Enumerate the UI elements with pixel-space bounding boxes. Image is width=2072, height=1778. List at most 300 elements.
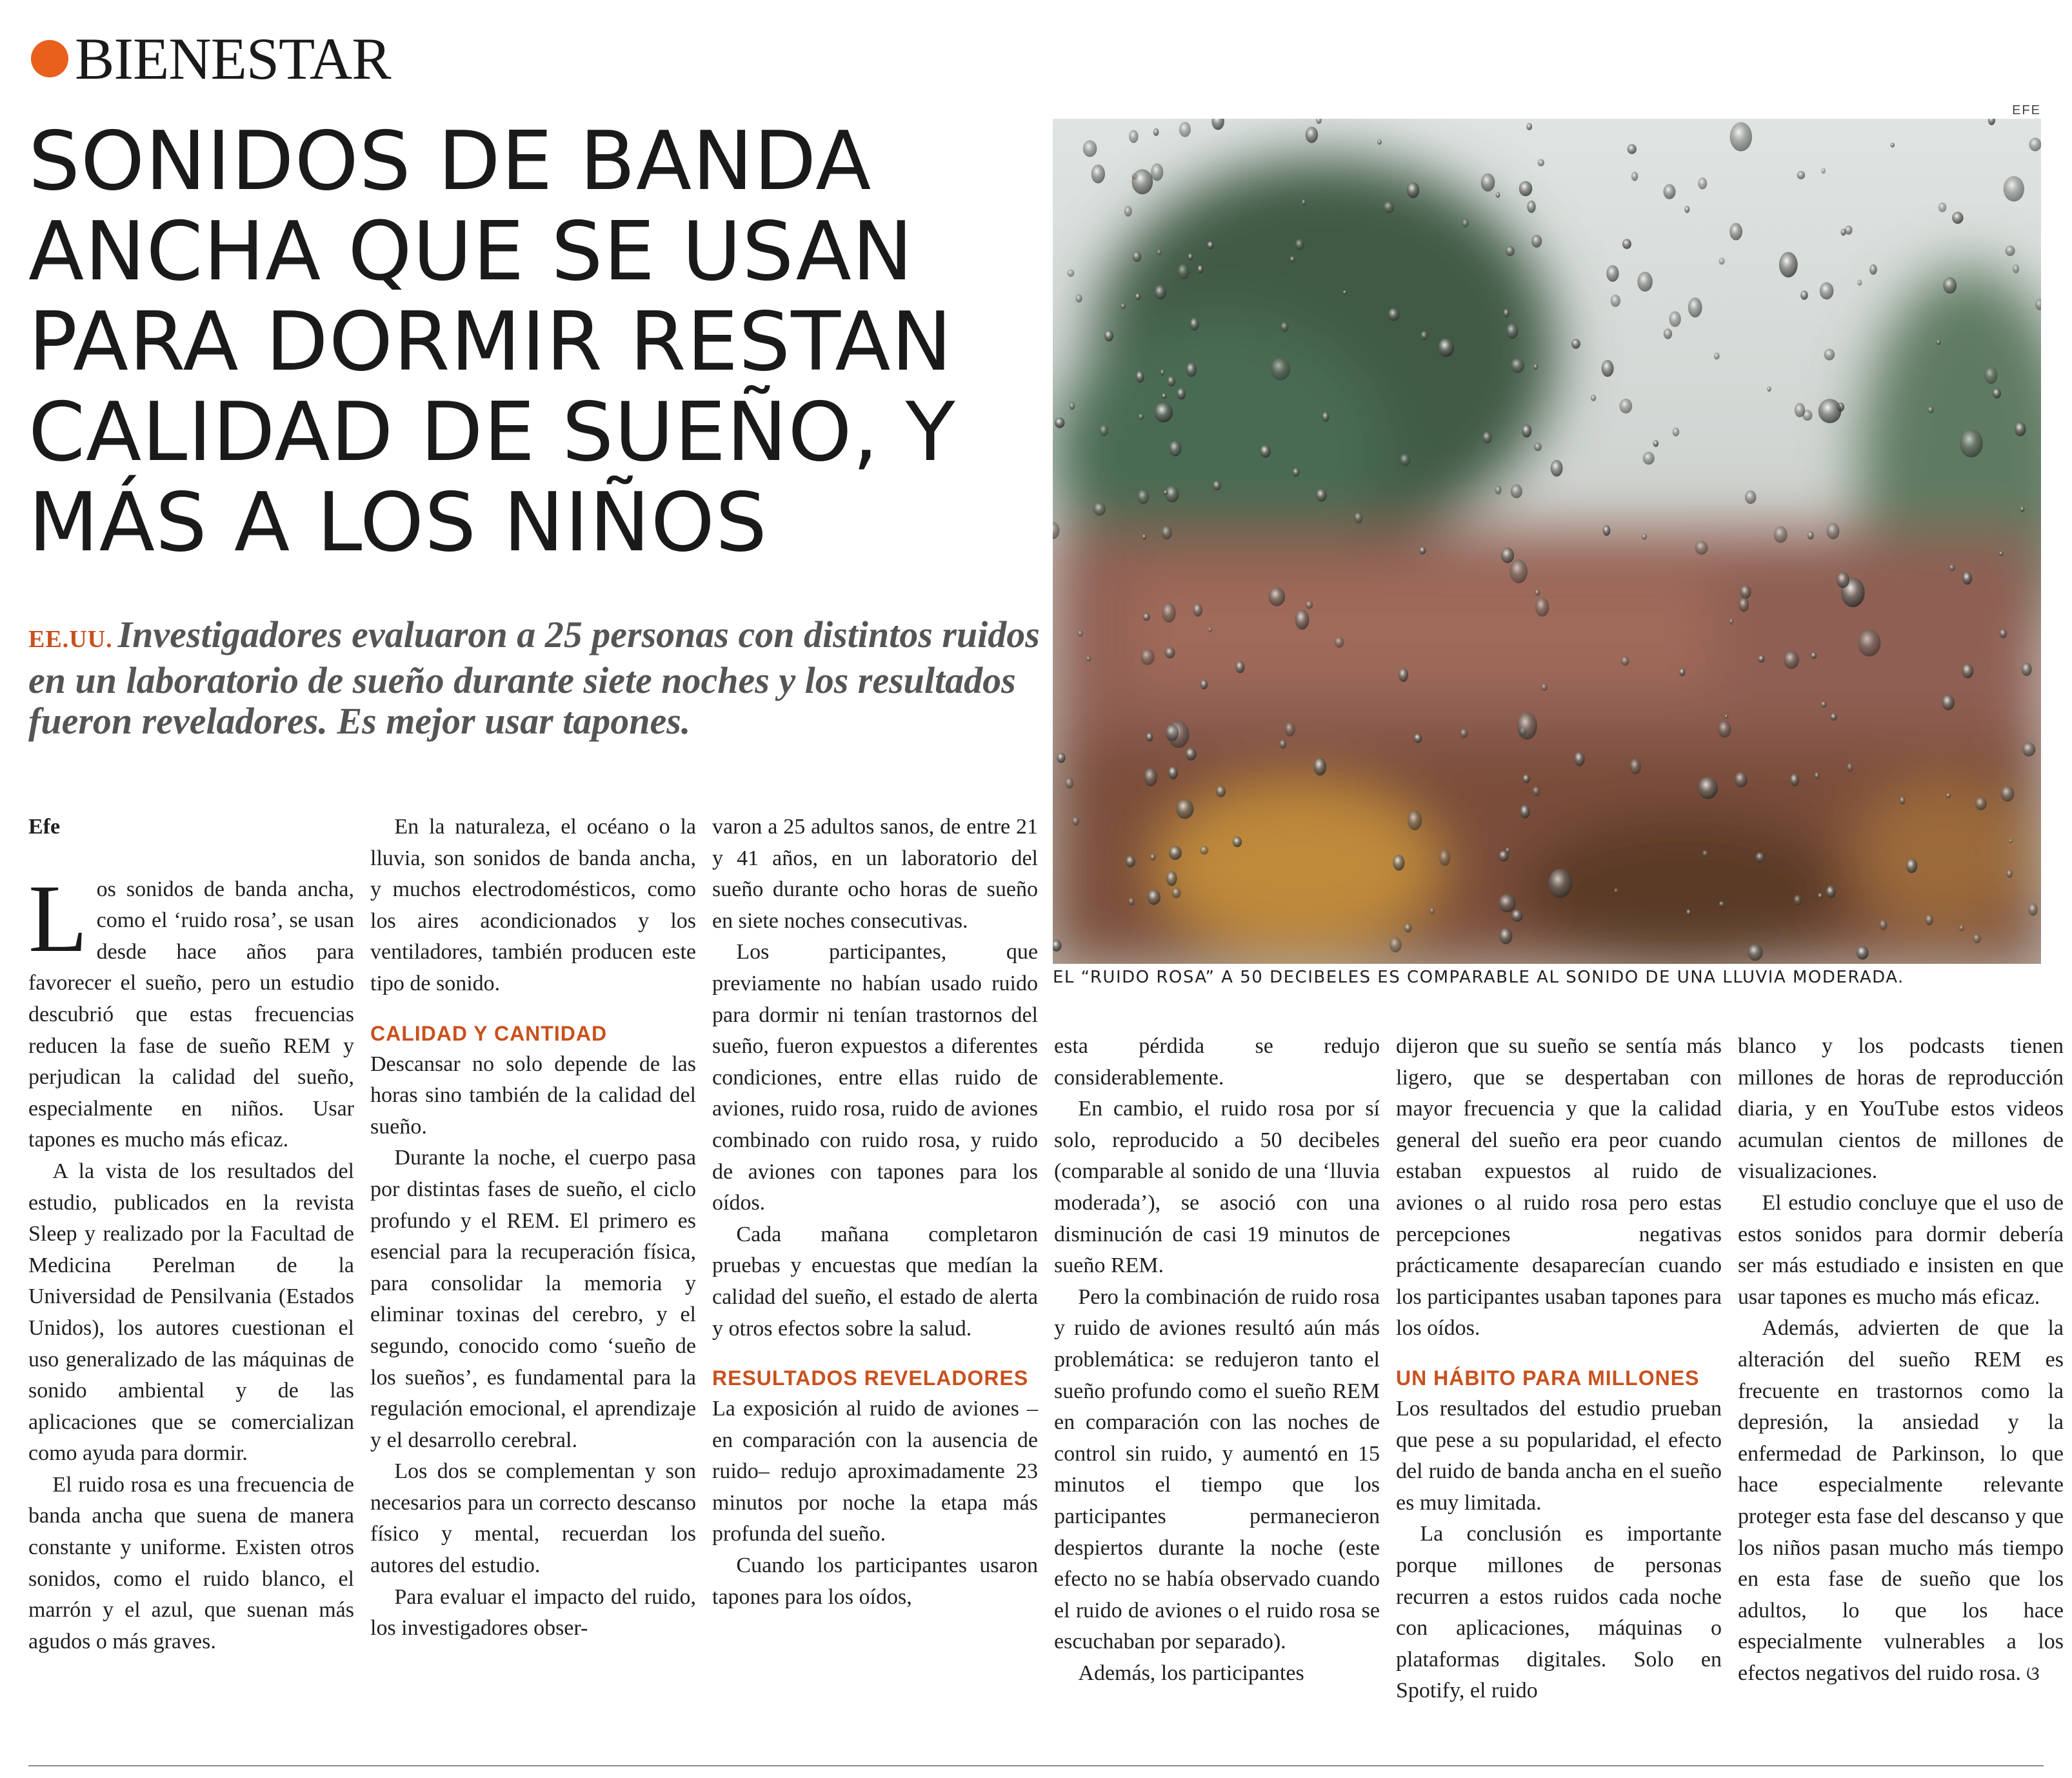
raindrop [1400, 454, 1411, 466]
raindrop [1517, 712, 1537, 740]
bottom-rule [28, 1765, 2044, 1766]
subheading: UN HÁBITO PARA MILLONES [1396, 1366, 1700, 1390]
photo-credit: EFE [2012, 103, 2041, 117]
raindrop [1571, 339, 1580, 348]
raindrop [1797, 171, 1805, 179]
raindrop [1137, 490, 1149, 504]
raindrop [1126, 855, 1135, 867]
raindrop [1795, 403, 1805, 417]
raindrop [1729, 223, 1742, 241]
raindrop [1959, 925, 1964, 932]
article-paragraph: Los resultados del estudio prueban que pese a su popularidad, el efecto del ruido de banda ancha en el sueño es muy limitada. [1396, 1396, 1722, 1515]
raindrop [1551, 460, 1563, 477]
raindrop [1495, 486, 1501, 495]
raindrop [1279, 739, 1286, 748]
raindrop [1208, 627, 1213, 632]
article-paragraph: El ruido rosa es una frecuencia de banda ancha que suena de manera constante y uniforme. Existen otros sonidos, como el ruido blanco, el marrón y el azul, que suenan más agudos o más graves. [28, 1472, 354, 1653]
raindrop [1900, 796, 1906, 804]
raindrop [2006, 246, 2015, 256]
drop-cap: L [28, 864, 88, 972]
raindrop [1503, 309, 1509, 317]
raindrop [1830, 714, 1837, 721]
article-column-3 [712, 812, 1038, 1613]
raindrop [1499, 928, 1512, 944]
article-paragraph [1738, 1313, 2064, 1690]
raindrop [2001, 786, 2015, 801]
raindrop [1718, 721, 1731, 737]
raindrop [1740, 585, 1751, 599]
raindrop [1186, 363, 1197, 377]
raindrop [1129, 130, 1139, 143]
article-paragraph: varon a 25 adultos sanos, de entre 21 y 41 años, en un laboratorio del sueño durante ocho horas de sueño en siete noches consecutivas. [712, 815, 1038, 933]
article-paragraph: Durante la noche, el cuerpo pasa por distintas fases de sueño, el ciclo profundo y el REM. El primero es esencial para la recuperación física, para consolidar la memoria y eliminar toxinas del cerebro, y el segundo, conocido como ‘sueño de los sueños’, es fundamental para la regulación emocional, el aprendizaje y el desarrollo cerebral. [370, 1146, 696, 1452]
raindrop [1879, 920, 1887, 930]
paragraph-text: Además, advierten de que la alteración del sueño REM es frecuente en trastornos como la depresión, la ansiedad y la enfermedad de Parkinson, lo que hace especialmente relevante proteger esta fase del descanso y que los niños pasan mucho más tiempo en esta fase de sueño que los adultos, lo que los hace especialmente vulnerables a los efectos negativos del ruido rosa. [1738, 1316, 2064, 1685]
raindrop [1808, 531, 1814, 539]
raindrop [1197, 265, 1203, 274]
raindrop [1535, 590, 1540, 596]
raindrop [1845, 226, 1853, 235]
raindrop [1124, 206, 1132, 217]
raindrop [1070, 402, 1075, 410]
raindrop [1144, 768, 1157, 786]
raindrop [1857, 279, 1862, 285]
raindrop [1154, 403, 1173, 423]
raindrop [1335, 637, 1344, 648]
raindrop [1165, 647, 1175, 659]
raindrop [1104, 330, 1113, 342]
raindrop [1664, 328, 1672, 339]
raindrop [1166, 724, 1179, 741]
raindrop [1269, 587, 1286, 606]
raindrop [1506, 323, 1519, 339]
raindrop [1404, 923, 1412, 933]
raindrop [1698, 777, 1718, 799]
raindrop [1643, 452, 1655, 464]
raindrop [1399, 668, 1408, 682]
raindrop [1820, 283, 1834, 300]
article-paragraph: La exposición al ruido de aviones –en comparación con la ausencia de ruido– redujo aproximadamente 23 minutos por noche la etapa más profunda del sueño. [712, 1397, 1038, 1546]
raindrop [1642, 534, 1647, 540]
raindrop [1818, 893, 1822, 899]
article-paragraph: Descansar no solo depende de las horas sino también de la calidad del sueño. [370, 1052, 696, 1139]
paragraph-text: os sonidos de banda ancha, como el ‘ruido rosa’, se usan desde hace años para favorecer el sueño, pero un estudio descubrió que estas frecuencias reducen la fase de sueño REM y perjudican la calidad del sueño, especialmente en niños. Usar tapones es mucho más eficaz. [28, 877, 354, 1152]
article-paragraph: Cuando los participantes usaron tapones para los oídos, [712, 1553, 1038, 1609]
raindrop [1548, 869, 1572, 898]
raindrop [1606, 265, 1619, 282]
headline-line: ANCHA QUE SE USAN [28, 204, 914, 299]
lead-location-tag: EE.UU. [28, 626, 113, 653]
raindrop [1143, 613, 1150, 621]
raindrop [1532, 786, 1540, 796]
raindrop [1290, 256, 1295, 263]
raindrop [1793, 895, 1802, 905]
raindrop [1602, 360, 1614, 377]
raindrop [1164, 490, 1168, 495]
raindrop [1216, 786, 1226, 797]
raindrop [1390, 937, 1402, 952]
raindrop [1420, 331, 1428, 341]
raindrop [1628, 144, 1637, 154]
raindrop [1669, 311, 1680, 327]
raindrop [1519, 181, 1533, 197]
raindrop [1938, 203, 1946, 212]
raindrop [1837, 572, 1849, 588]
raindrop [1943, 277, 1957, 294]
raindrop [1408, 810, 1422, 830]
article-paragraph: dijeron que su sueño se sentía más ligero, que se despertaban con mayor frecuencia y que la calidad general del sueño era peor cuando estaban expuestos al ruido de aviones o al ruido rosa pero estas percepciones negativas prácticamente desaparecían cuando los participantes usaban tapones para los oídos. [1396, 1034, 1722, 1341]
raindrop [1684, 206, 1689, 213]
raindrop [1531, 235, 1542, 248]
raindrop [1151, 163, 1163, 181]
headline-line: PARA DORMIR RESTAN [28, 294, 953, 389]
raindrop [1784, 651, 1799, 669]
subheading: RESULTADOS REVELADORES [712, 1366, 1029, 1390]
raindrop [1193, 603, 1202, 617]
lead-paragraph [28, 614, 1048, 741]
raindrop [1522, 425, 1531, 437]
raindrop [1295, 239, 1304, 250]
raindrop [1388, 308, 1400, 321]
byline: Efe [28, 815, 61, 839]
article-paragraph: Para evaluar el impacto del ruido, los investigadores obser- [370, 1584, 696, 1641]
raindrop [2022, 663, 2032, 676]
raindrop [1679, 668, 1685, 676]
raindrop [1148, 890, 1161, 905]
raindrop [1637, 272, 1653, 292]
raindrop [1857, 946, 1869, 959]
raindrop [1141, 649, 1155, 665]
raindrop [1984, 366, 1997, 384]
lead-text: Investigadores evaluaron a 25 personas con distintos ruidos en un laboratorio de sueño durante siete noches y los resultados fueron reveladores. Es mejor usar tapones. [28, 614, 1040, 742]
raindrop [1526, 123, 1532, 130]
raindrop [1729, 619, 1734, 625]
headline-line: SONIDOS DE BANDA [28, 114, 872, 208]
raindrop [1949, 564, 1955, 572]
raindrop [1065, 777, 1073, 788]
article-column-2 [370, 812, 696, 1644]
raindrop [1538, 159, 1544, 166]
raindrop [1973, 934, 1980, 943]
raindrop [1800, 290, 1808, 300]
raindrop [1177, 264, 1190, 279]
article-column-1 [28, 812, 354, 1657]
raindrop [1407, 182, 1419, 198]
raindrop [1511, 358, 1524, 373]
article-paragraph: blanco y los podcasts tienen millones de horas de reproducción diaria, y en YouTube estos videos acumulan cientos de millones de visualizaciones. [1738, 1034, 2064, 1184]
raindrop [1501, 548, 1514, 563]
raindrop [1083, 140, 1097, 157]
article-paragraph: La conclusión es importante porque millones de personas recurren a estos ruidos cada noche con aplicaciones, máquinas o plataformas digitales. Solo en Spotify, el ruido [1396, 1522, 1722, 1703]
raindrop [1280, 322, 1288, 332]
raindrop [1393, 855, 1404, 871]
raindrop [1188, 254, 1193, 261]
subheading: CALIDAD Y CANTIDAD [370, 1021, 608, 1045]
raindrop [1511, 484, 1522, 499]
raindrop [1179, 122, 1191, 137]
raindrop [1481, 174, 1495, 192]
article-column-4 [1054, 1031, 1380, 1689]
raindrop [1653, 440, 1659, 447]
raindrop [1815, 772, 1820, 779]
raindrop [1962, 572, 1972, 584]
raindrop [1574, 752, 1584, 766]
raindrop [1383, 201, 1394, 213]
raindrop [1673, 428, 1680, 437]
raindrop [1702, 850, 1709, 857]
raindrop [1200, 680, 1208, 690]
raindrop [1235, 661, 1244, 673]
raindrop [1724, 714, 1728, 719]
raindrop [1928, 406, 1934, 414]
raindrop [1165, 486, 1179, 503]
raindrop [1313, 757, 1326, 775]
raindrop [1745, 490, 1757, 504]
raindrop [1767, 386, 1771, 392]
raindrop [1758, 655, 1764, 663]
raindrop [1541, 683, 1548, 690]
headline-line: CALIDAD DE SUEÑO, Y [28, 385, 956, 479]
raindrop [1522, 774, 1530, 783]
article-paragraph [28, 864, 354, 1156]
raindrop [1622, 239, 1631, 249]
raindrop [1858, 630, 1880, 657]
raindrop [1779, 252, 1798, 278]
raindrop [1186, 748, 1197, 761]
raindrop [1161, 369, 1165, 375]
raindrop [1167, 376, 1175, 386]
photo-caption: EL “RUIDO ROSA” A 50 DECIBELES ES COMPARABLE AL SONIDO DE UNA LLUVIA MODERADA. [1053, 968, 1904, 987]
raindrop [1719, 901, 1725, 907]
raindrop [2029, 137, 2041, 151]
raindrop [1755, 852, 1765, 863]
raindrop [1161, 526, 1172, 540]
raindrop [1285, 722, 1295, 736]
raindrop [1142, 534, 1146, 540]
article-paragraph: esta pérdida se redujo considerablemente. [1054, 1034, 1380, 1090]
raindrop [1157, 249, 1162, 255]
article-paragraph: Cada mañana completaron pruebas y encuestas que medían la calidad del sueño, el estado de alerta y otros efectos sobre la salud. [712, 1222, 1038, 1341]
raindrop [1946, 793, 1951, 798]
raindrop [1686, 909, 1691, 915]
raindrop [1496, 192, 1500, 198]
raindrop [1509, 559, 1528, 583]
section-header [31, 23, 391, 94]
raindrop [1748, 944, 1762, 961]
raindrop [1343, 290, 1347, 295]
article-paragraph: A la vista de los resultados del estudio, publicados en la revista Sleep y realizado por la Facultad de Medicina Perelman de la Universidad de Pensilvania (Estados Unidos), los autores cuestionan el uso generalizado de las máquinas de sonido ambiental y de las aplicaciones que se comercializan como ayuda para dormir. [28, 1159, 354, 1466]
raindrop [1306, 601, 1313, 609]
raindrop [1091, 165, 1105, 183]
raindrop [1821, 168, 1826, 174]
raindrop [1176, 799, 1193, 819]
raindrop [1993, 388, 2001, 399]
raindrop [1260, 445, 1271, 458]
raindrop [1055, 417, 1064, 428]
raindrop [1962, 664, 1973, 679]
raindrop [1233, 837, 1242, 847]
raindrop [2022, 743, 2036, 757]
raindrop [1591, 395, 1596, 401]
raindrop [2006, 870, 2013, 878]
raindrop [1190, 317, 1199, 330]
article-paragraph: Los dos se complementan y son necesarios para un correcto descanso físico y mental, recuerdan los autores del estudio. [370, 1459, 696, 1578]
raindrop [1520, 805, 1530, 819]
raindrop [1155, 285, 1166, 300]
raindrop [1826, 886, 1836, 898]
raindrop [1270, 357, 1290, 380]
raindrop [1774, 526, 1788, 543]
raindrop [1738, 598, 1749, 612]
raindrop [1128, 897, 1135, 905]
raindrop [1818, 399, 1842, 423]
raindrop [1093, 503, 1106, 515]
raindrop [2000, 629, 2007, 638]
raindrop [1213, 481, 1221, 490]
raindrop [1614, 888, 1618, 894]
section-dot-icon [31, 40, 68, 77]
raindrop [1533, 364, 1538, 370]
raindrop [1078, 630, 1083, 637]
raindrop [1695, 541, 1708, 555]
raindrop [1534, 443, 1542, 451]
raindrop [2029, 903, 2038, 915]
raindrop [2009, 839, 2013, 843]
raindrop [1207, 241, 1214, 249]
raindrop [1072, 817, 1079, 826]
raindrop [1621, 657, 1629, 666]
raindrop [1306, 126, 1318, 143]
raindrop [1847, 763, 1853, 772]
raindrop [1462, 219, 1468, 227]
raindrop [1460, 728, 1468, 738]
raindrop [2013, 265, 2019, 274]
raindrop [1619, 399, 1632, 414]
raindrop [1169, 441, 1181, 456]
section-name: BIENESTAR [75, 26, 391, 92]
raindrop [1718, 257, 1724, 265]
raindrop [1139, 414, 1144, 420]
raindrop [1414, 734, 1422, 743]
raindrop [1429, 907, 1435, 914]
raindrop [1316, 489, 1327, 502]
raindrop [1172, 888, 1181, 898]
raindrop [1630, 759, 1641, 775]
article-paragraph: Los participantes, que previamente no habían usado ruido para dormir ni tenían trastornos del sueño, fueron expuestos a diferentes condiciones, entre ellas ruido de aviones, ruido rosa, ruido de aviones combinado con ruido rosa, y ruido de aviones con tapones para los oídos. [712, 940, 1038, 1215]
article-column-6 [1738, 1031, 2064, 1690]
raindrop [1511, 910, 1523, 922]
raindrop [1869, 265, 1877, 275]
raindrop [1135, 294, 1141, 300]
raindrop [1937, 339, 1940, 345]
raindrop [1200, 846, 1208, 855]
raindrop [1419, 546, 1426, 554]
article-paragraph: Además, los participantes [1078, 1661, 1304, 1685]
raindrop [1166, 871, 1177, 886]
raindrop [1611, 295, 1620, 307]
raindrop [1438, 339, 1454, 357]
raindrop [1295, 610, 1310, 630]
headline [28, 116, 1035, 568]
raindrop [1688, 297, 1702, 317]
raindrop [1057, 753, 1065, 763]
raindrop [1790, 774, 1799, 786]
headline-line: MÁS A LOS NIÑOS [28, 475, 768, 570]
raindrop [1535, 597, 1549, 617]
raindrop [1499, 894, 1516, 912]
raindrop [2015, 422, 2026, 436]
raindrop [1906, 859, 1917, 874]
raindrop [1150, 854, 1156, 861]
raindrop [1952, 212, 1963, 224]
raindrop [1714, 353, 1720, 360]
raindrop [1162, 603, 1175, 623]
raindrop [1735, 772, 1748, 788]
article-column-5 [1396, 1031, 1722, 1707]
raindrop [1067, 270, 1074, 277]
raindrop [2020, 506, 2024, 512]
raindrop [1293, 468, 1300, 477]
raindrop [1086, 656, 1091, 662]
raindrop [1146, 733, 1153, 742]
raindrop [1482, 432, 1492, 443]
raindrop [1926, 915, 1933, 926]
raindrop [1132, 251, 1141, 262]
raindrop [1999, 551, 2004, 555]
raindrop [1827, 523, 1840, 539]
article-paragraph: En cambio, el ruido rosa por sí solo, reproducido a 50 decibeles (comparable al sonido de una ‘lluvia moderada’), se asoció con una disminución de casi 19 minutos de sueño REM. [1054, 1097, 1380, 1278]
raindrop [1168, 766, 1178, 779]
photo-illustration [1053, 119, 2041, 964]
rain-window-photo [1053, 119, 2041, 964]
raindrop [1169, 846, 1182, 860]
raindrop [1177, 388, 1186, 399]
raindrop [1506, 847, 1511, 853]
raindrop [1075, 294, 1082, 303]
raindrop [1811, 652, 1817, 659]
raindrop [1603, 525, 1611, 536]
end-mark-icon: ଓ [2026, 1662, 2040, 1685]
raindrop [1162, 393, 1167, 399]
article-paragraph: El estudio concluye que el uso de estos sonidos para dormir debería ser más estudiado e insisten en que usar tapones es mucho más eficaz. [1738, 1190, 2064, 1309]
raindrop [1506, 246, 1515, 256]
raindrop [2004, 176, 2024, 201]
raindrop [1664, 184, 1676, 199]
raindrop [1631, 172, 1638, 181]
raindrop [1322, 412, 1329, 422]
raindrop [1730, 122, 1752, 151]
raindrop [1942, 695, 1955, 710]
article-paragraph: Pero la combinación de ruido rosa y ruido de aviones resultó aún más problemática: se redujeron tanto el sueño profundo como el sueño REM en comparación con las noches de control sin ruido, y aumentó en 15 minutos el tiempo que los participantes permanecieron despiertos durante la noche (este efecto no se había observado cuando el ruido de aviones o el ruido rosa se escuchaban por separado). [1054, 1284, 1380, 1654]
article-paragraph: En la naturaleza, el océano o la lluvia, son sonidos de banda ancha, y muchos electrodomésticos, como los aires acondicionados y los ventiladores, también producen este tipo de sonido. [370, 815, 696, 995]
raindrop [1354, 512, 1362, 523]
raindrop [1439, 850, 1451, 866]
raindrop [1121, 303, 1126, 309]
raindrop [1824, 349, 1835, 361]
raindrop [1527, 201, 1535, 213]
raindrop [1100, 425, 1108, 437]
raindrop [1975, 797, 1987, 810]
raindrop [1698, 177, 1707, 189]
raindrop [1131, 169, 1153, 194]
raindrop [1960, 429, 1983, 457]
raindrop [1302, 199, 1306, 206]
raindrop [1891, 143, 1895, 147]
raindrop [1377, 139, 1382, 145]
raindrop [1821, 701, 1827, 708]
raindrop [1153, 128, 1159, 136]
raindrop [1136, 371, 1144, 383]
